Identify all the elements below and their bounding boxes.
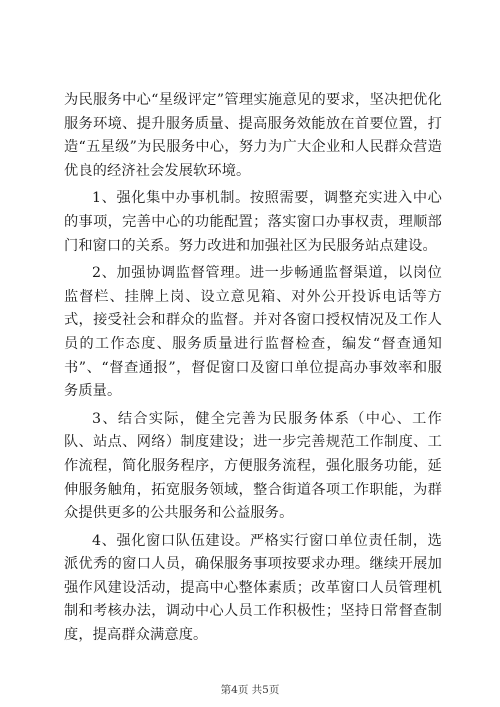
page-number-footer: 第4页 共5页 [220,684,280,696]
paragraph-item-1: 1、强化集中办事机制。按照需要，调整充实进入中心的事项，完善中心的功能配置；落实窗口办事权责，理顺部门和窗口的关系。努力改进和加强社区为民服务站点建设。 [64,190,442,254]
paragraph-item-2: 2、加强协调监督管理。进一步畅通监督渠道，以岗位监督栏、挂牌上岗、设立意见箱、对外公开投诉电话等方式，接受社会和群众的监督。并对各窗口授权情况及工作人员的工作态度、服务质量进行监督检查，编发“督查通知书”、“督查通报”，督促窗口及窗口单位提高办事效率和服务质量。 [64,265,442,400]
paragraph-item-4: 4、强化窗口队伍建设。严格实行窗口单位责任制，选派优秀的窗口人员，确保服务事项按要求办理。继续开展加强作风建设活动，提高中心整体素质；改革窗口人员管理机制和考核办法，调动中心人员工作积极性；坚持日常督查制度，提高群众满意度。 [64,532,442,644]
paragraph-intro-continuation: 为民服务中心“星级评定”管理实施意见的要求，坚决把优化服务环境、提升服务质量、提高服务效能放在首要位置，打造“五星级”为民服务中心，努力为广大企业和人民群众营造优良的经济社会发展软环境。 [64,92,442,179]
document-body [64,89,442,652]
paragraph-item-3: 3、结合实际，健全完善为民服务体系（中心、工作队、站点、网络）制度建设；进一步完善规范工作制度、工作流程，简化服务程序，方便服务流程，强化服务功能，延伸服务触角，拓宽服务领域，整合街道各项工作职能，为群众提供更多的公共服务和公益服务。 [64,410,442,522]
